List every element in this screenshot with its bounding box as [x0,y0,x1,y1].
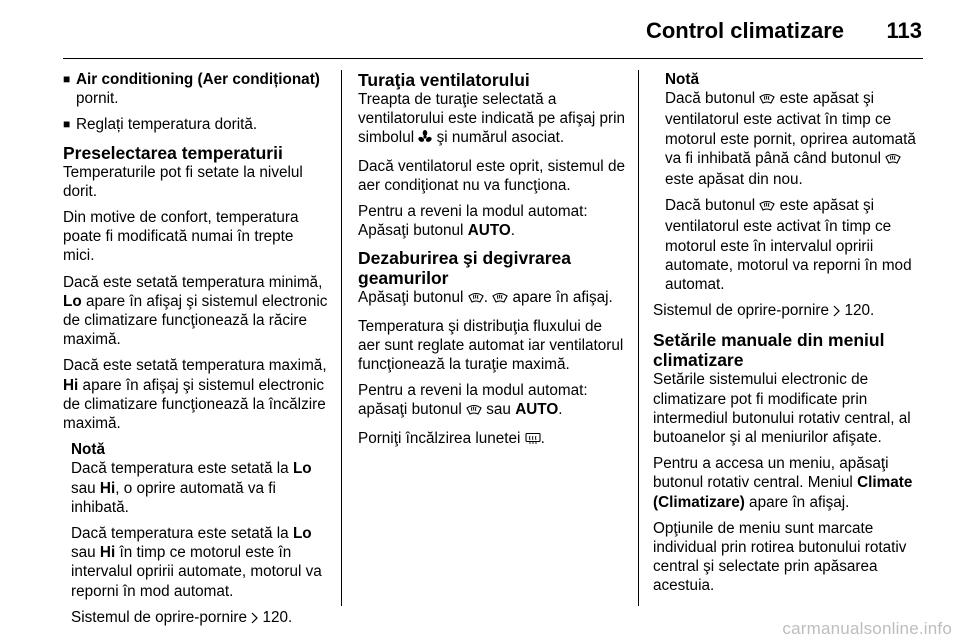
note-label: Notă [665,71,699,88]
text: , o oprire automată va fi inhibată. [71,479,276,516]
page-title: Control climatizare [645,18,844,43]
page-reference-arrow-icon [833,303,840,322]
bullet-item-ac [63,70,328,108]
text: Apăsaţi butonul [358,289,464,307]
hi-label: Hi [99,544,116,562]
bullet-square-icon: ■ [63,72,71,86]
auto-button-label: AUTO [467,222,511,240]
windscreen-defrost-icon [759,91,775,110]
windscreen-defrost-icon [885,151,901,170]
note-paragraph [665,89,923,189]
paragraph: Dacă ventilatorul este oprit, sistemul de aer condiţionat nu va funcţiona. [358,157,625,194]
text: apare în afişaj şi sistemul electronic de climatizare funcţionează la încălzire maximă. [63,376,326,433]
page-header [0,0,960,58]
ac-label: Air conditioning (Aer condiționat) [76,71,320,88]
page-number: 113 [886,18,922,43]
text: Sistemul de oprire-pornire [71,608,252,626]
lo-label: Lo [292,525,312,543]
paragraph [63,273,328,350]
paragraph: Temperatura şi distribuţia fluxului de aer sunt reglate automat iar ventilatorul funcţionează la turaţie maximă. [358,317,624,374]
header-rule [63,58,923,59]
note-paragraph [71,459,328,517]
text: este apăsat şi ventilatorul este activat în timp ce motorul este pornit, oprirea automată va fi inhibată până când butonul [665,90,916,167]
text: sau [71,544,100,562]
bullet-temp-text: Reglați temperatura dorită. [76,116,258,134]
note-block [653,70,923,294]
text: apare în afişaj şi sistemul electronic de climatizare funcţionează la răcire maximă. [63,292,328,349]
text: Dacă temperatura este setată la [71,525,293,543]
text: Pentru a reveni la modul automat: apăsaţi butonul [358,382,588,419]
lo-label: Lo [292,460,312,478]
text: Dacă temperatura este setată la [71,460,293,478]
paragraph [358,381,626,421]
note-block [63,440,328,629]
text: sau [486,401,516,419]
note-label: Notă [71,441,105,459]
column-1 [63,70,328,636]
column-divider-1 [341,70,342,606]
paragraph: Setările sistemului electronic de climatizare pot fi modificate prin intermediul butonului rotativ central, al butoanelor şi al meniurilor afişate. [653,371,911,447]
windscreen-defrost-icon [492,290,508,309]
rear-window-heating-icon [525,431,541,450]
text: apare în afişaj. [744,493,850,511]
page-reference[interactable]: 120. [844,302,875,320]
paragraph [653,301,923,322]
column-3 [653,70,923,603]
paragraph: Din motive de confort, temperatura poate fi modificată numai în trepte mici. [63,209,299,265]
bullet-item-temp [63,115,328,134]
paragraph [358,90,626,150]
column-divider-2 [638,70,639,606]
heading-manual-settings: Setările manuale din meniul climatizare [653,330,885,371]
paragraph [63,356,328,433]
text: . [558,401,563,419]
windscreen-defrost-icon [468,290,484,309]
heading-fan-speed: Turaţia ventilatorului [358,70,530,90]
text: Dacă butonul [665,90,756,108]
paragraph: Porniţi încălzirea lunetei . [358,429,626,450]
text: . [483,289,488,307]
paragraph [358,202,626,240]
text: Pentru a accesa un meniu, apăsaţi butonul rotativ central. Meniul [653,455,889,492]
ac-state: pornit. [76,90,119,108]
watermark-logo: carmanualsonline.info [782,619,952,638]
text: Dacă este setată temperatura maximă, [63,357,327,375]
heading-defrost: Dezaburirea şi degivrarea geamurilor [358,248,572,289]
text: Dacă este setată temperatura minimă, [63,273,323,291]
auto-button-label: AUTO [515,401,559,419]
paragraph: Temperaturile pot fi setate la nivelul dorit. [63,163,303,200]
note-paragraph [71,524,328,601]
text: este apăsat din nou. [665,171,803,189]
text: Porniţi încălzirea lunetei [358,429,521,447]
windscreen-defrost-icon [466,402,482,421]
text: apare în afişaj. [512,289,613,307]
bullet-square-icon: ■ [63,117,71,132]
lo-label: Lo [63,292,82,310]
climate-menu-label: Climate (Climatizare) [653,474,913,511]
note-paragraph [665,196,923,294]
text: este apăsat şi ventilatorul este activat în timp ce motorul este în intervalul opririi automate, motorul va reporni în mod automat. [665,197,912,294]
heading-preselect-temperature: Preselectarea temperaturii [63,142,283,163]
page-reference[interactable]: 120. [262,608,293,626]
text: sau [71,479,100,497]
text: Sistemul de oprire-pornire [653,302,834,320]
paragraph [653,454,923,512]
hi-label: Hi [63,376,79,394]
hi-label: Hi [99,479,116,497]
note-paragraph [71,608,328,629]
text: Treapta de turaţie selectată a ventilatorului este indicată pe afişaj prin simbolul [358,91,626,147]
fan-icon [418,130,432,149]
text: Dacă butonul [665,197,756,215]
column-2 [358,70,626,457]
text: în timp ce motorul este în intervalul opririi automate, motorul va reporni în mod automat. [71,544,322,600]
paragraph: Opţiunile de meniu sunt marcate individual prin rotirea butonului rotativ central şi selectate prin apăsarea acestuia. [653,519,907,595]
paragraph [358,288,626,309]
text: Pentru a reveni la modul automat: Apăsaţi butonul [358,203,588,240]
text: . [510,222,516,240]
page-reference-arrow-icon [251,610,258,629]
text: şi numărul asociat. [436,129,565,147]
windscreen-defrost-icon [759,198,775,217]
